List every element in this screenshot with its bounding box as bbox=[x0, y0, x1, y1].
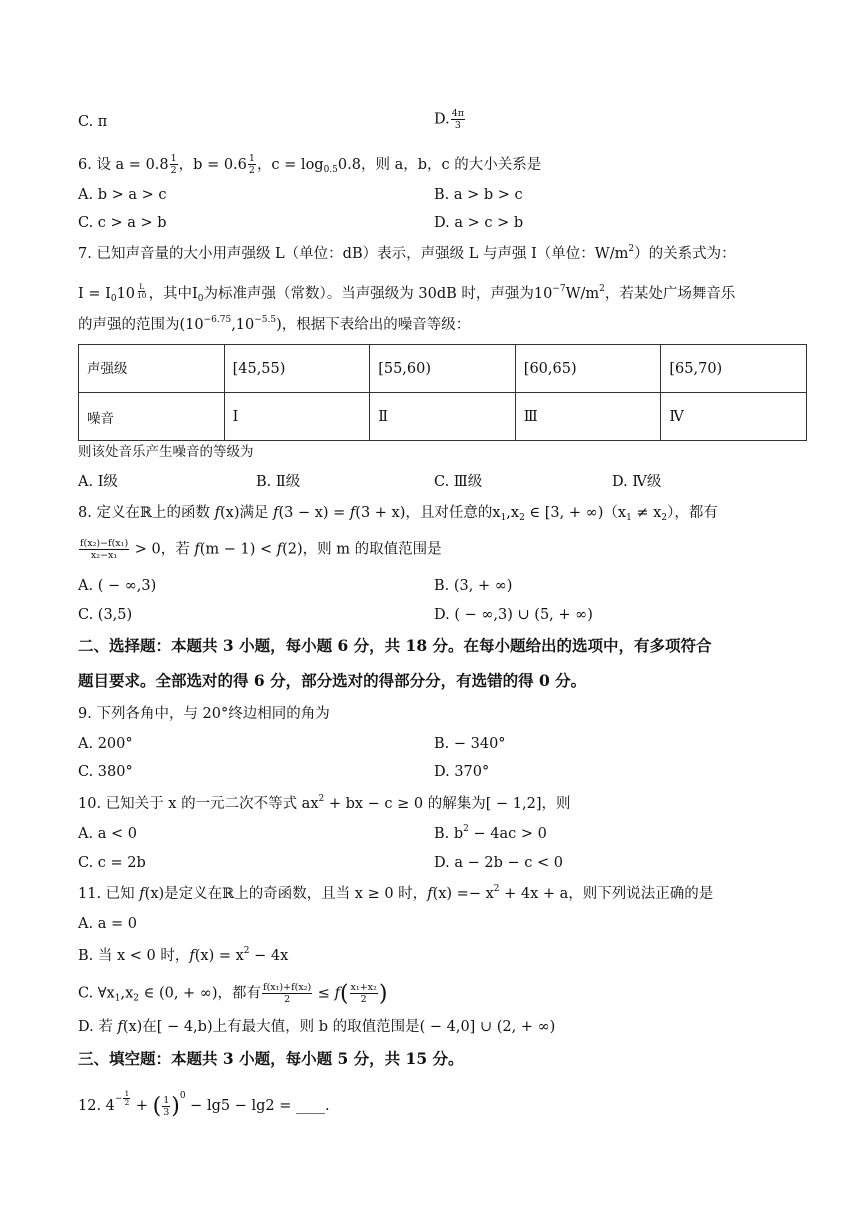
q7-option-c: C. Ⅲ级 bbox=[434, 474, 483, 490]
q11-f-b: f bbox=[427, 886, 433, 902]
q8-option-b: B. (3, + ∞) bbox=[434, 578, 513, 594]
q5-d-den: 3 bbox=[454, 120, 461, 131]
q7-exp-b: −5.5 bbox=[254, 315, 277, 325]
q10-stem bbox=[78, 794, 571, 814]
q11-d-b: (x)在[ − 4,b)上有最大值，则 b 的取值范围是( − 4,0] ∪ (2, + ∞) bbox=[122, 1019, 556, 1035]
q8-line2-b: (m − 1) < bbox=[199, 541, 277, 558]
q7-exp-a: −6.75 bbox=[203, 315, 232, 325]
q7-line2-b: 10 bbox=[116, 286, 136, 302]
q11-c-c: ∈ (0, + ∞)，都有 bbox=[139, 985, 262, 1002]
q8-line1-d: (3 + x)，且对任意的x bbox=[355, 505, 501, 521]
q10-b-b: − 4ac > 0 bbox=[468, 826, 547, 842]
q11-f-d: f bbox=[334, 985, 340, 1002]
q6-exp-a bbox=[170, 153, 178, 176]
q8-line1-f: ∈ [3, + ∞)（x bbox=[524, 505, 627, 521]
q6-option-c: C. c > a > b bbox=[78, 215, 167, 231]
q12-exp bbox=[114, 1089, 131, 1107]
q6-exp-b-den: 2 bbox=[248, 165, 255, 176]
q12-frac-num: 1 bbox=[163, 1094, 170, 1106]
table-cell: [55,60) bbox=[370, 345, 516, 393]
q10-stem-b: + bx − c ≥ 0 的解集为[ − 1,2]，则 bbox=[324, 796, 571, 812]
q6-exp-b-num: 1 bbox=[248, 153, 255, 164]
q9-option-c: C. 380° bbox=[78, 764, 133, 780]
q6-log-base: 0.5 bbox=[323, 165, 338, 175]
q11-c-frac-den: 2 bbox=[284, 994, 291, 1005]
q7-sub0-b: 0 bbox=[197, 294, 204, 304]
q8-line2 bbox=[78, 538, 442, 561]
q12-fraction bbox=[162, 1095, 170, 1118]
table-cell: [65,70) bbox=[661, 345, 807, 393]
q8-f-a: f bbox=[214, 505, 220, 521]
q7-option-a: A. Ⅰ级 bbox=[78, 474, 118, 490]
q7-exp-fraction bbox=[136, 283, 148, 300]
table-cell: Ⅲ bbox=[515, 393, 661, 441]
q7-exp-den: 10 bbox=[137, 291, 147, 300]
q8-sub1-b: 1 bbox=[626, 513, 632, 523]
q8-f-b: f bbox=[273, 505, 279, 521]
q11-c-right-paren: ) bbox=[378, 981, 388, 1007]
q6-exp-a-num: 1 bbox=[170, 153, 177, 164]
q11-c-left-paren: ( bbox=[339, 981, 349, 1007]
q9-stem: 9. 下列各角中，与 20°终边相同的角为 bbox=[78, 706, 330, 722]
q8-line1-c: (3 − x) = bbox=[278, 505, 350, 521]
section3-heading: 三、填空题：本题共 3 小题，每小题 5 分，共 15 分。 bbox=[78, 1049, 464, 1068]
q7-exp-neg7: −7 bbox=[552, 284, 566, 294]
q7-line2-f: ，若某处广场舞音乐 bbox=[604, 286, 736, 302]
q11-option-a: A. a = 0 bbox=[78, 916, 137, 932]
q7-option-b: B. Ⅱ级 bbox=[256, 474, 301, 490]
q7-line2-d: 为标准声强（常数）。当声强级为 30dB 时，声强为10 bbox=[203, 286, 553, 302]
section2-heading-line1: 二、选择题：本题共 3 小题，每小题 6 分，共 18 分。在每小题给出的选项中，有多项符合 bbox=[78, 636, 712, 655]
q7-after-table: 则该处音乐产生噪音的等级为 bbox=[78, 444, 254, 460]
q12-a: 12. 4 bbox=[78, 1098, 115, 1114]
q7-line3-c: )，根据下表给出的噪音等级： bbox=[276, 317, 471, 333]
table-cell: 声强级 bbox=[79, 345, 225, 393]
q6-exp-b bbox=[248, 153, 256, 176]
table-cell: [60,65) bbox=[515, 345, 661, 393]
q9-option-d: D. 370° bbox=[434, 764, 490, 780]
q8-line1-e: ,x bbox=[506, 505, 520, 521]
q11-c-frac-num: f(x₁)+f(x₂) bbox=[263, 982, 312, 993]
q8-f-e: f bbox=[276, 541, 283, 558]
q10-option-a: A. a < 0 bbox=[78, 826, 137, 842]
q8-line1 bbox=[78, 503, 718, 523]
q7-line2-a: I = I bbox=[78, 286, 111, 302]
q5-option-c: C. π bbox=[78, 114, 108, 130]
q7-line2-c: ，其中I bbox=[148, 286, 198, 302]
table-cell: Ⅱ bbox=[370, 393, 516, 441]
q7-line3 bbox=[78, 315, 470, 335]
q5-option-d bbox=[434, 108, 466, 131]
q7-line1 bbox=[78, 244, 736, 264]
q11-sub2: 2 bbox=[133, 993, 139, 1004]
noise-level-table bbox=[78, 344, 807, 441]
q8-line1-h: ），都有 bbox=[667, 505, 718, 521]
q11-c-frac2-den: 2 bbox=[360, 994, 367, 1005]
q7-line1-a: 7. 已知声音量的大小用声强级 L（单位：dB）表示，声强级 L 与声强 I（单位：W/m bbox=[78, 246, 629, 262]
q7-sub0-a: 0 bbox=[110, 294, 117, 304]
q11-option-d bbox=[78, 1017, 555, 1037]
q8-line1-b: (x)满足 bbox=[219, 505, 274, 521]
q11-option-b bbox=[78, 946, 288, 966]
q7-line3-a: 的声强的范围为(10 bbox=[78, 317, 204, 333]
q8-option-c: C. (3,5) bbox=[78, 607, 133, 623]
q6-option-a: A. b > a > c bbox=[78, 187, 167, 203]
table-cell: [45,55) bbox=[224, 345, 370, 393]
q8-line1-a: 8. 定义在ℝ上的函数 bbox=[78, 505, 215, 521]
q11-f-c: f bbox=[189, 948, 195, 964]
q8-line1-g: ≠ x bbox=[631, 505, 662, 521]
q12-exp-fraction bbox=[123, 1090, 130, 1107]
q7-line1-b: ）的关系式为： bbox=[634, 246, 736, 262]
q12-exp-sign: − bbox=[114, 1094, 123, 1104]
q6-stem-c: ，c = log bbox=[256, 157, 324, 173]
q8-line2-c: (2)，则 m 的取值范围是 bbox=[282, 541, 442, 558]
q10-b-a: B. b bbox=[434, 826, 464, 842]
q8-frac-den: x₂−x₁ bbox=[90, 550, 118, 561]
q12-exp-num: 1 bbox=[124, 1089, 130, 1098]
q5-d-num: 4π bbox=[451, 108, 465, 119]
q11-c-frac2-num: x₁+x₂ bbox=[350, 982, 377, 993]
q8-f-c: f bbox=[349, 505, 356, 521]
q11-b-a: B. 当 x < 0 时， bbox=[78, 948, 190, 964]
q6-option-d: D. a > c > b bbox=[434, 215, 524, 231]
q12-frac-den: 3 bbox=[163, 1106, 170, 1118]
q8-line2-a: > 0，若 bbox=[130, 541, 195, 558]
q12-c: − lg5 − lg2 = ____. bbox=[185, 1098, 330, 1114]
q11-b-c: − 4x bbox=[249, 948, 289, 964]
q7-line3-b: ,10 bbox=[231, 317, 255, 333]
q5-d-fraction bbox=[451, 108, 465, 131]
q10-b-sq: 2 bbox=[463, 824, 469, 834]
q7-exp-num: L bbox=[139, 282, 145, 291]
q6-stem-a: 6. 设 a = 0.8 bbox=[78, 157, 169, 173]
q6-stem bbox=[78, 153, 541, 176]
q12-right-paren: ) bbox=[171, 1094, 180, 1119]
q9-option-a: A. 200° bbox=[78, 736, 133, 752]
q12-zero-exp: 0 bbox=[179, 1091, 186, 1101]
q8-sub1-a: 1 bbox=[500, 513, 507, 523]
section2-heading-line2: 题目要求。全部选对的得 6 分，部分选对的得部分分，有选错的得 0 分。 bbox=[78, 671, 587, 690]
q12-b: + bbox=[131, 1098, 153, 1114]
q6-stem-b: ，b = 0.6 bbox=[178, 157, 247, 173]
q10-option-b bbox=[434, 824, 547, 844]
table-cell: Ⅳ bbox=[661, 393, 807, 441]
q6-option-b: B. a > b > c bbox=[434, 187, 523, 203]
q7-option-d: D. Ⅳ级 bbox=[612, 474, 662, 490]
q11-c-fraction bbox=[262, 982, 312, 1005]
q5-d-prefix: D. bbox=[434, 111, 450, 128]
q7-sq-b: 2 bbox=[599, 284, 605, 294]
q9-option-b: B. − 340° bbox=[434, 736, 506, 752]
q6-stem-d: 0.8，则 a，b，c 的大小关系是 bbox=[337, 157, 542, 173]
q10-option-d: D. a − 2b − c < 0 bbox=[434, 855, 563, 871]
q11-c-fraction2 bbox=[350, 982, 378, 1005]
q8-sub2-b: 2 bbox=[661, 513, 668, 523]
q10-sq: 2 bbox=[318, 794, 325, 804]
q11-c-b: ,x bbox=[120, 985, 134, 1002]
q11-f-e: f bbox=[117, 1019, 123, 1035]
q6-exp-a-den: 2 bbox=[170, 165, 177, 176]
q11-stem-a: 11. 已知 bbox=[78, 886, 140, 902]
q11-c-a: C. ∀x bbox=[78, 985, 115, 1002]
q8-fraction bbox=[79, 538, 129, 561]
table-row bbox=[79, 393, 807, 441]
q7-sq: 2 bbox=[628, 244, 635, 254]
q10-option-c: C. c = 2b bbox=[78, 855, 146, 871]
q8-frac-num: f(x₂)−f(x₁) bbox=[80, 538, 129, 549]
q11-sub1: 1 bbox=[114, 993, 121, 1004]
q12-exp-den: 2 bbox=[124, 1098, 130, 1107]
q11-stem-c: (x) =− x bbox=[432, 886, 494, 902]
table-row bbox=[79, 345, 807, 393]
q11-b-b: (x) = x bbox=[194, 948, 244, 964]
q8-option-a: A. ( − ∞,3) bbox=[78, 578, 157, 594]
q8-f-d: f bbox=[194, 541, 200, 558]
q8-option-d: D. ( − ∞,3) ∪ (5, + ∞) bbox=[434, 607, 593, 623]
q11-c-d: ≤ bbox=[313, 985, 335, 1002]
q11-sq-a: 2 bbox=[493, 884, 500, 894]
q7-line2 bbox=[78, 283, 735, 304]
q11-stem bbox=[78, 884, 713, 904]
q7-line2-e: W/m bbox=[565, 286, 600, 302]
q10-stem-a: 10. 已知关于 x 的一元二次不等式 ax bbox=[78, 796, 319, 812]
q11-d-a: D. 若 bbox=[78, 1019, 118, 1035]
q12-stem bbox=[78, 1090, 330, 1118]
q12-left-paren: ( bbox=[152, 1094, 162, 1119]
q11-stem-b: (x)是定义在ℝ上的奇函数，且当 x ≥ 0 时， bbox=[144, 886, 428, 902]
q8-sub2-a: 2 bbox=[519, 513, 525, 523]
table-cell: Ⅰ bbox=[224, 393, 370, 441]
q11-f-a: f bbox=[139, 886, 145, 902]
q11-stem-d: + 4x + a，则下列说法正确的是 bbox=[499, 886, 714, 902]
q11-sq-b: 2 bbox=[243, 946, 250, 956]
q11-option-c bbox=[78, 982, 387, 1005]
table-cell: 噪音 bbox=[79, 393, 225, 441]
